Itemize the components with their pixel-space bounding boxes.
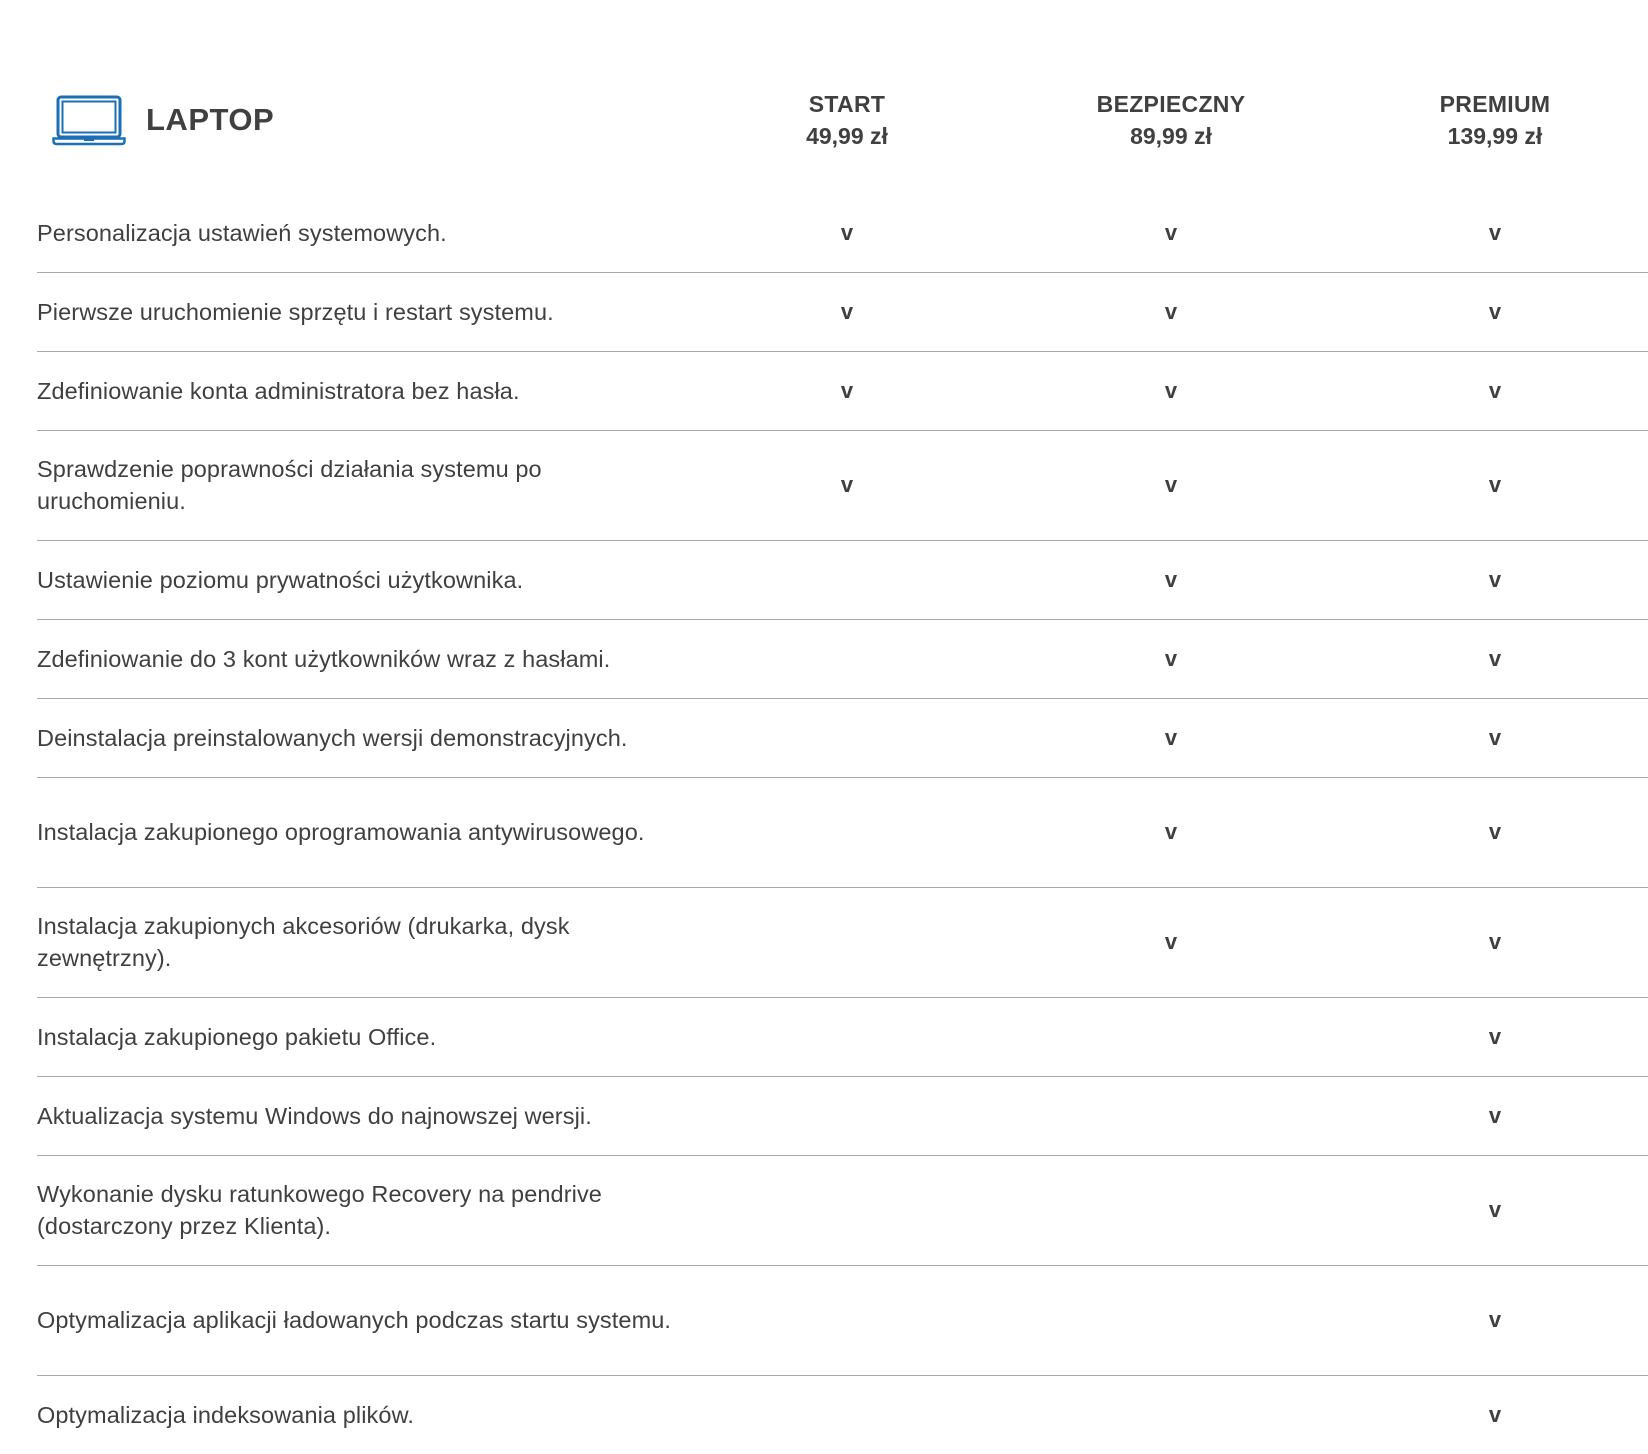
device-heading	[52, 90, 274, 150]
feature-label: Pierwsze uruchomienie sprzętu i restart systemu.	[37, 298, 554, 325]
check-start: v	[840, 298, 854, 324]
feature-label: Personalizacja ustawień systemowych.	[37, 220, 447, 246]
check-premium: v	[1488, 1023, 1502, 1049]
device-title: LAPTOP	[146, 102, 275, 137]
table-row	[0, 430, 1648, 540]
feature-table	[0, 193, 1648, 1454]
check-premium: v	[1488, 1401, 1502, 1427]
check-premium: v	[1488, 724, 1502, 750]
table-row	[0, 777, 1648, 887]
table-row	[0, 540, 1648, 619]
table-row	[0, 997, 1648, 1076]
check-premium: v	[1488, 472, 1502, 497]
check-start: v	[840, 377, 854, 403]
check-premium: v	[1488, 645, 1502, 671]
plan-bezpieczny	[1051, 88, 1291, 152]
check-premium: v	[1488, 929, 1502, 954]
check-bezpieczny: v	[1164, 472, 1178, 497]
plan-price: 139,99 zł	[1447, 123, 1543, 149]
check-bezpieczny: v	[1164, 724, 1178, 750]
feature-label: Deinstalacja preinstalowanych wersji demonstracyjnych.	[37, 724, 628, 751]
feature-label: Instalacja zakupionego oprogramowania antywirusowego.	[37, 819, 645, 845]
check-premium: v	[1488, 1197, 1502, 1222]
feature-label: Instalacja zakupionych akcesoriów (drukarka, dysk zewnętrzny).	[37, 913, 570, 971]
feature-label: Optymalizacja indeksowania plików.	[37, 1401, 414, 1428]
table-row	[0, 698, 1648, 777]
feature-label: Zdefiniowanie do 3 kont użytkowników wraz z hasłami.	[37, 645, 611, 672]
plan-name: PREMIUM	[1439, 91, 1551, 117]
laptop-icon	[52, 94, 126, 146]
table-row	[0, 1155, 1648, 1265]
check-premium: v	[1488, 819, 1502, 844]
check-bezpieczny: v	[1164, 645, 1178, 671]
feature-label: Sprawdzenie poprawności działania systemu po uruchomieniu.	[37, 456, 542, 514]
check-premium: v	[1488, 377, 1502, 403]
check-bezpieczny: v	[1164, 377, 1178, 403]
plan-name: BEZPIECZNY	[1096, 91, 1246, 117]
check-premium: v	[1488, 298, 1502, 324]
feature-label: Wykonanie dysku ratunkowego Recovery na pendrive (dostarczony przez Klienta).	[37, 1181, 602, 1239]
feature-label: Zdefiniowanie konta administratora bez hasła.	[37, 377, 520, 404]
check-start: v	[840, 472, 854, 497]
table-row	[0, 887, 1648, 997]
table-row	[0, 351, 1648, 430]
feature-label: Optymalizacja aplikacji ładowanych podczas startu systemu.	[37, 1307, 672, 1333]
feature-label: Instalacja zakupionego pakietu Office.	[37, 1023, 437, 1050]
check-bezpieczny: v	[1164, 566, 1178, 592]
check-bezpieczny: v	[1164, 298, 1178, 324]
table-row	[0, 1076, 1648, 1155]
check-bezpieczny: v	[1164, 929, 1178, 954]
feature-label: Aktualizacja systemu Windows do najnowszej wersji.	[37, 1102, 592, 1129]
plan-price: 49,99 zł	[806, 123, 888, 149]
feature-label: Ustawienie poziomu prywatności użytkownika.	[37, 566, 524, 593]
plan-start	[727, 88, 967, 152]
table-row	[0, 1375, 1648, 1454]
table-row	[0, 193, 1648, 272]
check-bezpieczny: v	[1164, 220, 1178, 245]
check-start: v	[840, 220, 854, 245]
table-row	[0, 619, 1648, 698]
plan-premium	[1375, 88, 1615, 152]
table-row	[0, 1265, 1648, 1375]
check-premium: v	[1488, 220, 1502, 245]
plan-name: START	[808, 91, 886, 117]
check-premium: v	[1488, 1102, 1502, 1128]
check-premium: v	[1488, 566, 1502, 592]
plan-price: 89,99 zł	[1130, 123, 1212, 149]
comparison-header	[0, 60, 1648, 170]
table-row	[0, 272, 1648, 351]
check-bezpieczny: v	[1164, 819, 1178, 844]
check-premium: v	[1488, 1307, 1502, 1332]
